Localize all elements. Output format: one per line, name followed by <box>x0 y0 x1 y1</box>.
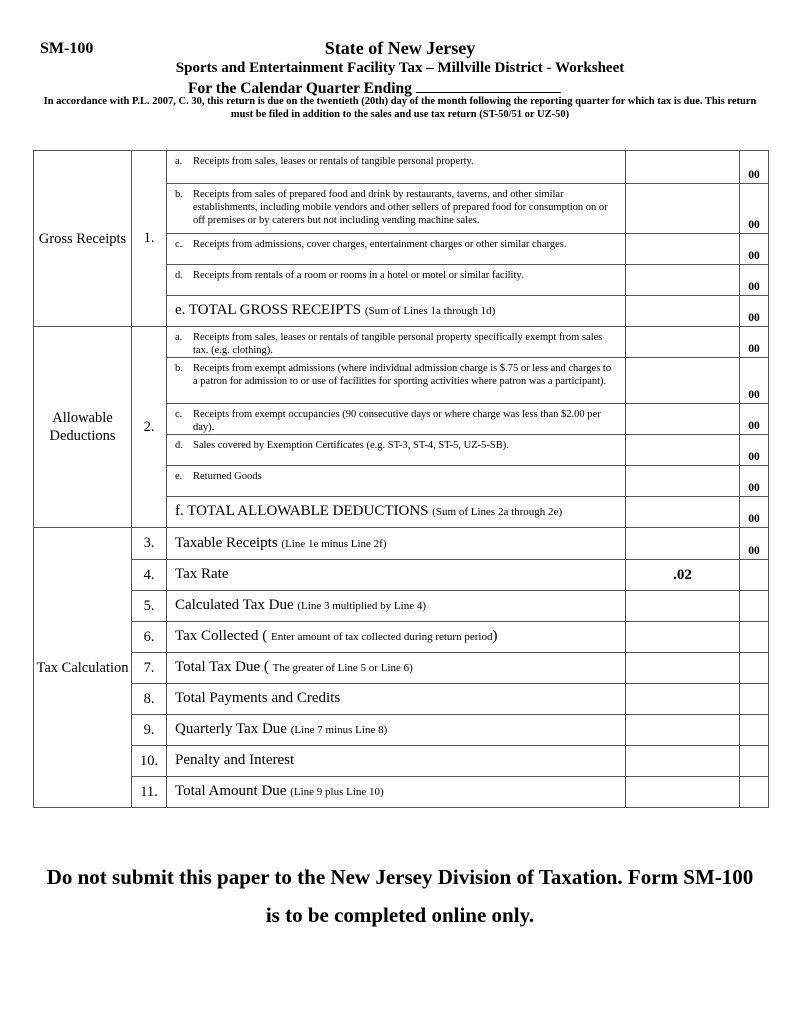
line-description: f. TOTAL ALLOWABLE DEDUCTIONS (Sum of Lines 2a through 2e) <box>167 497 626 528</box>
cents-field[interactable] <box>740 622 769 653</box>
due-note: In accordance with P.L. 2007, C. 30, this return is due on the twentieth (20th) day of the month following the reporting quarter for which tax is due. This return must be filed in addition to the sales and use tax return (ST-50/51 or UZ-50) <box>43 96 757 120</box>
amount-field[interactable] <box>626 746 740 777</box>
cents-field[interactable]: 00 <box>740 435 769 466</box>
table-row <box>34 715 769 746</box>
line-description: Calculated Tax Due (Line 3 multiplied by Line 4) <box>167 591 626 622</box>
amount-field[interactable] <box>626 184 740 234</box>
table-row <box>34 684 769 715</box>
line-description: Total Amount Due (Line 9 plus Line 10) <box>167 777 626 808</box>
amount-field[interactable] <box>626 466 740 497</box>
amount-field[interactable] <box>626 265 740 296</box>
amount-field[interactable] <box>626 296 740 327</box>
line-description: c. Receipts from exempt occupancies (90 consecutive days or where charge was less than $2.00 per day). <box>167 404 626 435</box>
cents-field[interactable] <box>740 684 769 715</box>
amount-field[interactable] <box>626 715 740 746</box>
line-description: e. TOTAL GROSS RECEIPTS (Sum of Lines 1a through 1d) <box>167 296 626 327</box>
line-description: c. Receipts from admissions, cover charges, entertainment charges or other similar charges. <box>167 234 626 265</box>
line-description: Tax Rate <box>167 560 626 591</box>
cents-field[interactable]: 00 <box>740 497 769 528</box>
table-row <box>34 151 769 184</box>
quarter-ending: For the Calendar Quarter Ending <box>188 78 561 98</box>
line-number: 7. <box>132 653 167 684</box>
amount-field[interactable] <box>626 653 740 684</box>
table-row <box>34 327 769 358</box>
line-number: 2. <box>132 327 167 528</box>
amount-field: .02 <box>626 560 740 591</box>
cents-field[interactable]: 00 <box>740 296 769 327</box>
cents-field[interactable] <box>740 560 769 591</box>
line-number: 1. <box>132 151 167 327</box>
cents-field[interactable]: 00 <box>740 466 769 497</box>
cents-field[interactable] <box>740 653 769 684</box>
cents-field[interactable] <box>740 746 769 777</box>
cents-field[interactable]: 00 <box>740 234 769 265</box>
cents-field[interactable] <box>740 591 769 622</box>
line-description: b. Receipts from exempt admissions (where individual admission charge is $.75 or less and charges to a patron for admission to or use of facilities for sporting activities where patron was a participant). <box>167 358 626 404</box>
amount-field[interactable] <box>626 404 740 435</box>
cents-field[interactable]: 00 <box>740 151 769 184</box>
page-subtitle: Sports and Entertainment Facility Tax – Millville District - Worksheet <box>175 60 625 76</box>
line-description: a. Receipts from sales, leases or rentals of tangible personal property specifically exempt from sales tax. (e.g. clothing). <box>167 327 626 358</box>
amount-field[interactable] <box>626 327 740 358</box>
cents-field[interactable]: 00 <box>740 358 769 404</box>
table-row <box>34 777 769 808</box>
section-tax-calculation: Tax Calculation <box>34 528 132 808</box>
amount-field[interactable] <box>626 435 740 466</box>
page-title: State of New Jersey <box>324 38 476 58</box>
cents-field[interactable]: 00 <box>740 528 769 560</box>
amount-field[interactable] <box>626 684 740 715</box>
table-row <box>34 746 769 777</box>
line-description: Total Payments and Credits <box>167 684 626 715</box>
line-description: b. Receipts from sales of prepared food and drink by restaurants, taverns, and other similar establishments, including mobile vendors and other sellers of prepared food for consumption on or off premises or by caterers but not including vending machine sales. <box>167 184 626 234</box>
table-row <box>34 591 769 622</box>
line-number: 4. <box>132 560 167 591</box>
line-number: 3. <box>132 528 167 560</box>
line-description: d. Receipts from rentals of a room or rooms in a hotel or motel or similar facility. <box>167 265 626 296</box>
amount-field[interactable] <box>626 622 740 653</box>
cents-field[interactable]: 00 <box>740 327 769 358</box>
line-number: 8. <box>132 684 167 715</box>
table-row <box>34 528 769 560</box>
section-allowable-deductions: Allowable Deductions <box>34 327 132 528</box>
worksheet-table <box>33 150 769 808</box>
line-description: Quarterly Tax Due (Line 7 minus Line 8) <box>167 715 626 746</box>
table-row <box>34 653 769 684</box>
amount-field[interactable] <box>626 358 740 404</box>
table-row <box>34 560 769 591</box>
amount-field[interactable] <box>626 591 740 622</box>
amount-field[interactable] <box>626 151 740 184</box>
amount-field[interactable] <box>626 234 740 265</box>
cents-field[interactable]: 00 <box>740 184 769 234</box>
cents-field[interactable]: 00 <box>740 404 769 435</box>
footer-notice: Do not submit this paper to the New Jersey Division of Taxation. Form SM-100 is to be completed online only. <box>46 865 754 927</box>
line-description: a. Receipts from sales, leases or rentals of tangible personal property. <box>167 151 626 184</box>
line-description: Penalty and Interest <box>167 746 626 777</box>
quarter-ending-field[interactable] <box>416 78 561 93</box>
amount-field[interactable] <box>626 777 740 808</box>
form-id: SM-100 <box>40 40 94 57</box>
line-description: d. Sales covered by Exemption Certificates (e.g. ST-3, ST-4, ST-5, UZ-5-SB). <box>167 435 626 466</box>
table-row <box>34 622 769 653</box>
amount-field[interactable] <box>626 528 740 560</box>
line-number: 9. <box>132 715 167 746</box>
line-number: 10. <box>132 746 167 777</box>
line-description: Taxable Receipts (Line 1e minus Line 2f) <box>167 528 626 560</box>
section-gross-receipts: Gross Receipts <box>34 151 132 327</box>
line-number: 6. <box>132 622 167 653</box>
line-description: Tax Collected ( Enter amount of tax collected during return period) <box>167 622 626 653</box>
line-number: 11. <box>132 777 167 808</box>
cents-field[interactable] <box>740 777 769 808</box>
amount-field[interactable] <box>626 497 740 528</box>
cents-field[interactable] <box>740 715 769 746</box>
line-description: Total Tax Due ( The greater of Line 5 or Line 6) <box>167 653 626 684</box>
cents-field[interactable]: 00 <box>740 265 769 296</box>
line-number: 5. <box>132 591 167 622</box>
line-description: e. Returned Goods <box>167 466 626 497</box>
